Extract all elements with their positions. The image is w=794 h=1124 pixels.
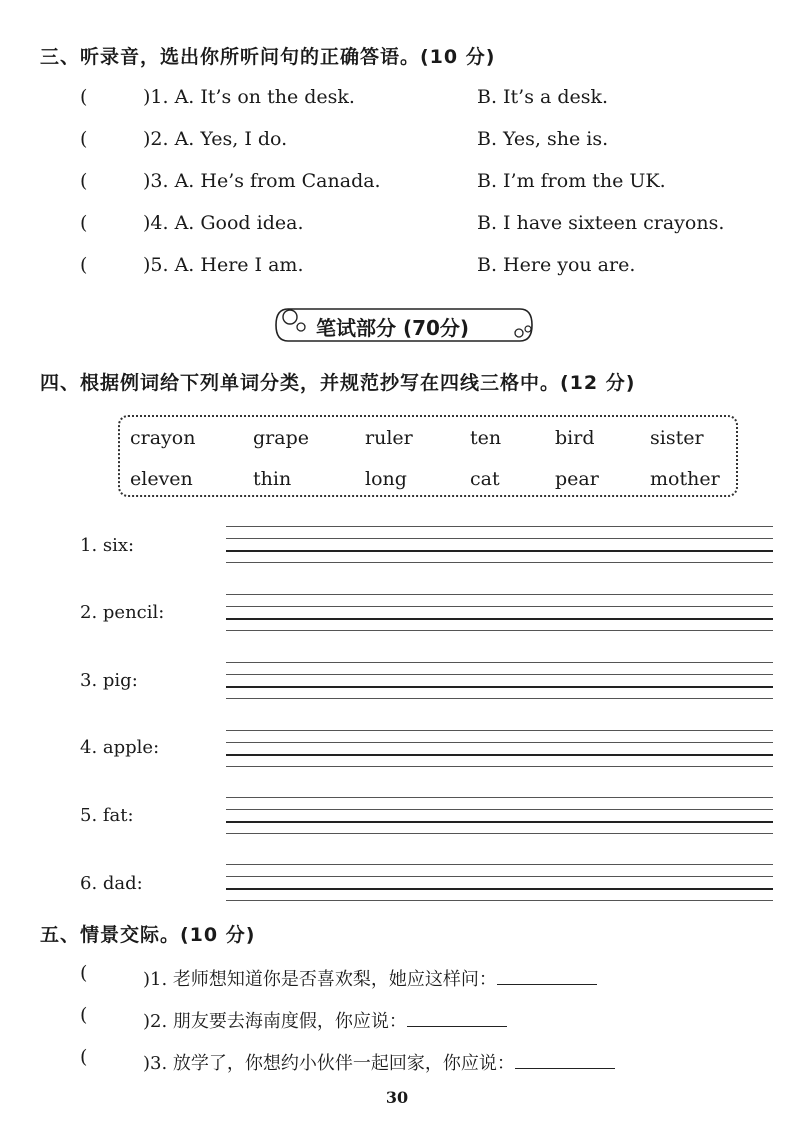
option-a: )4. A. Good idea. [143, 212, 304, 234]
four-line-writing-area[interactable] [226, 662, 773, 698]
answer-bracket[interactable]: ( [80, 962, 88, 984]
option-a: )3. A. He’s from Canada. [143, 170, 381, 192]
example-word-label: 2. pencil: [80, 602, 165, 623]
answer-bracket[interactable]: ( [80, 1004, 88, 1026]
answer-blank[interactable] [497, 962, 597, 985]
option-a: )2. A. Yes, I do. [143, 128, 288, 150]
word-item: pear [555, 468, 599, 490]
answer-bracket[interactable]: ( [80, 128, 88, 150]
four-line-writing-area[interactable] [226, 526, 773, 562]
page-number: 30 [385, 1088, 409, 1107]
word-item: sister [650, 427, 704, 449]
example-word-label: 5. fat: [80, 805, 134, 826]
example-word-label: 1. six: [80, 535, 135, 556]
word-item: bird [555, 427, 595, 449]
answer-bracket[interactable]: ( [80, 254, 88, 276]
answer-blank[interactable] [515, 1046, 615, 1069]
four-line-writing-area[interactable] [226, 797, 773, 833]
answer-blank[interactable] [407, 1004, 507, 1027]
banner-text: 笔试部分 (70分) [316, 316, 470, 340]
section-5-title: 五、情景交际。(10 分) [40, 924, 256, 946]
word-item: long [365, 468, 407, 490]
option-a: )1. A. It’s on the desk. [143, 86, 355, 108]
written-part-banner [274, 305, 536, 345]
example-word-label: 3. pig: [80, 670, 138, 691]
word-item: mother [650, 468, 720, 490]
question-text: )1. 老师想知道你是否喜欢梨，她应这样问： [143, 969, 497, 990]
answer-bracket[interactable]: ( [80, 170, 88, 192]
answer-bracket[interactable]: ( [80, 212, 88, 234]
option-b: B. Here you are. [477, 254, 636, 276]
word-item: thin [253, 468, 292, 490]
word-item: grape [253, 427, 309, 449]
word-item: crayon [130, 427, 196, 449]
option-b: B. It’s a desk. [477, 86, 609, 108]
option-b: B. I’m from the UK. [477, 170, 666, 192]
four-line-writing-area[interactable] [226, 730, 773, 766]
answer-bracket[interactable]: ( [80, 1046, 88, 1068]
word-item: ruler [365, 427, 413, 449]
question-text: )2. 朋友要去海南度假，你应说： [143, 1011, 407, 1032]
word-item: ten [470, 427, 502, 449]
section-3-title: 三、听录音，选出你所听问句的正确答语。(10 分) [40, 46, 496, 68]
four-line-writing-area[interactable] [226, 864, 773, 900]
example-word-label: 6. dad: [80, 873, 143, 894]
option-b: B. I have sixteen crayons. [477, 212, 725, 234]
word-box [118, 415, 738, 497]
question-text: )3. 放学了，你想约小伙伴一起回家，你应说： [143, 1053, 515, 1074]
word-item: eleven [130, 468, 193, 490]
option-b: B. Yes, she is. [477, 128, 609, 150]
example-word-label: 4. apple: [80, 737, 160, 758]
section-4-title: 四、根据例词给下列单词分类，并规范抄写在四线三格中。(12 分) [40, 372, 636, 394]
four-line-writing-area[interactable] [226, 594, 773, 630]
word-item: cat [470, 468, 500, 490]
option-a: )5. A. Here I am. [143, 254, 304, 276]
answer-bracket[interactable]: ( [80, 86, 88, 108]
